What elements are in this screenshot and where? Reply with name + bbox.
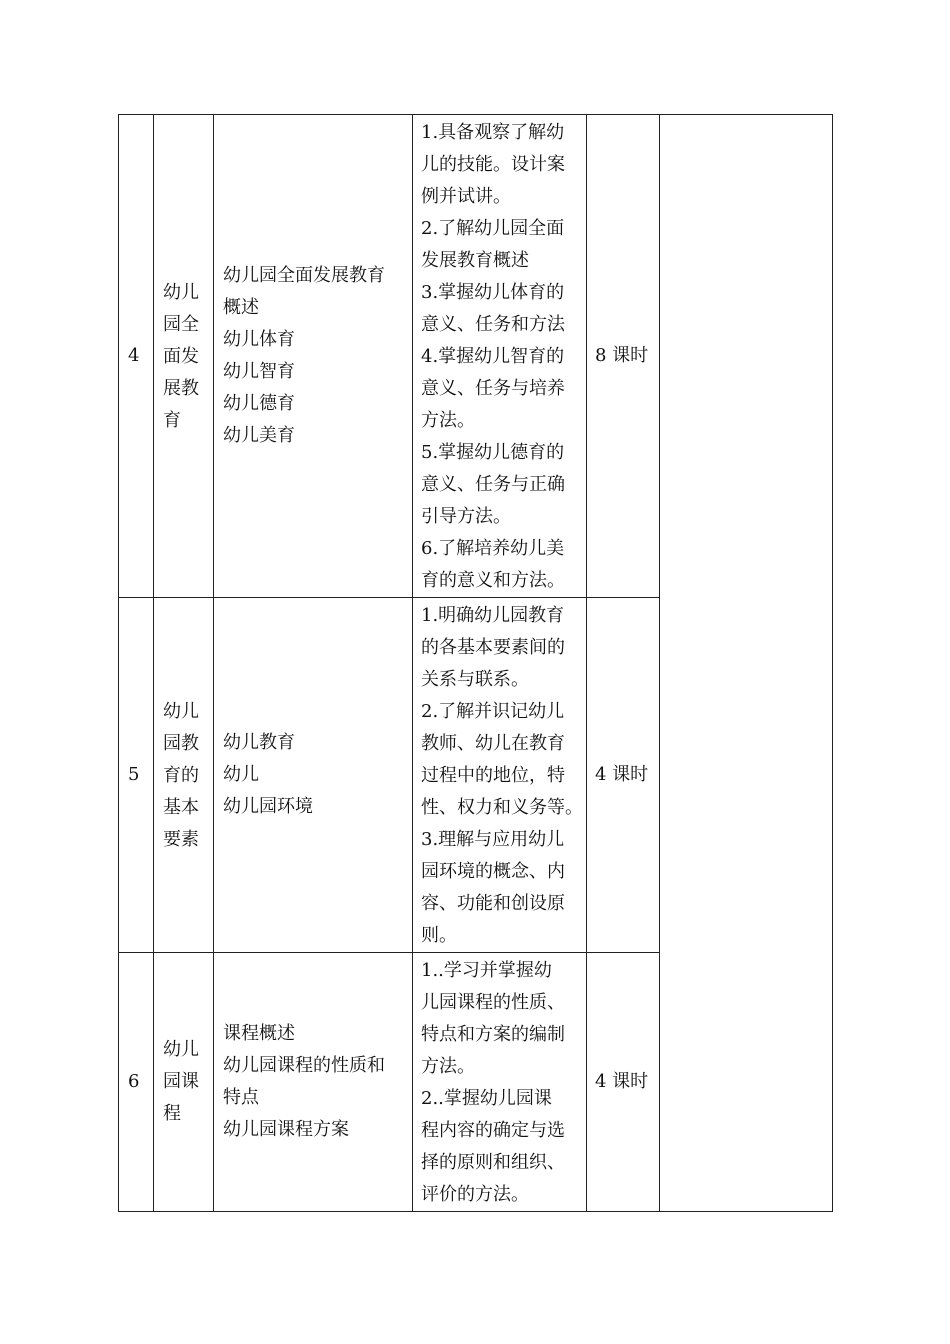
row-number: 4 bbox=[119, 115, 154, 598]
content-line: 幼儿 bbox=[223, 764, 259, 785]
teaching-goals bbox=[413, 115, 587, 598]
chapter-title bbox=[154, 598, 214, 953]
class-hours: 4 课时 bbox=[587, 953, 660, 1212]
content-line: 特点 bbox=[223, 1087, 259, 1108]
goal-line: 评价的方法。 bbox=[421, 1184, 529, 1205]
title-line: 育 bbox=[163, 410, 181, 431]
goal-line: 引导方法。 bbox=[421, 506, 511, 527]
goal-line: 过程中的地位，特 bbox=[421, 765, 565, 786]
title-line: 程 bbox=[163, 1103, 181, 1124]
goal-line: 3.理解与应用幼儿 bbox=[421, 829, 565, 850]
class-hours: 8 课时 bbox=[587, 115, 660, 598]
title-line: 幼儿 bbox=[163, 282, 199, 303]
title-line: 园全 bbox=[163, 314, 199, 335]
teaching-content bbox=[214, 598, 413, 953]
goal-line: 1..学习并掌握幼 bbox=[421, 960, 552, 981]
syllabus-table bbox=[118, 114, 833, 1212]
goal-line: 关系与联系。 bbox=[421, 669, 529, 690]
goal-line: 意义、任务和方法 bbox=[421, 314, 565, 335]
goal-line: 1.明确幼儿园教育 bbox=[421, 605, 565, 626]
teaching-content bbox=[214, 953, 413, 1212]
content-line: 幼儿园全面发展教育 bbox=[223, 265, 385, 286]
goal-line: 择的原则和组织、 bbox=[421, 1152, 565, 1173]
remarks-cell bbox=[660, 115, 833, 1212]
content-line: 幼儿教育 bbox=[223, 732, 295, 753]
goal-line: 6.了解培养幼儿美 bbox=[421, 538, 565, 559]
goal-line: 育的意义和方法。 bbox=[421, 570, 565, 591]
goal-line: 性、权力和义务等。 bbox=[421, 797, 583, 818]
goal-line: 2.了解幼儿园全面 bbox=[421, 218, 565, 239]
goal-line: 容、功能和创设原 bbox=[421, 893, 565, 914]
goal-line: 方法。 bbox=[421, 1056, 475, 1077]
title-line: 园课 bbox=[163, 1071, 199, 1092]
row-number: 5 bbox=[119, 598, 154, 953]
goal-line: 3.掌握幼儿体育的 bbox=[421, 282, 565, 303]
goal-line: 4.掌握幼儿智育的 bbox=[421, 346, 565, 367]
content-line: 幼儿智育 bbox=[223, 361, 295, 382]
content-line: 幼儿德育 bbox=[223, 393, 295, 414]
content-line: 幼儿园课程方案 bbox=[223, 1119, 349, 1140]
content-line: 幼儿园环境 bbox=[223, 796, 313, 817]
goal-line: 特点和方案的编制 bbox=[421, 1024, 565, 1045]
title-line: 面发 bbox=[163, 346, 199, 367]
goal-line: 园环境的概念、内 bbox=[421, 861, 565, 882]
title-line: 幼儿 bbox=[163, 1039, 199, 1060]
goal-line: 意义、任务与培养 bbox=[421, 378, 565, 399]
goal-line: 程内容的确定与选 bbox=[421, 1120, 565, 1141]
title-line: 育的 bbox=[163, 765, 199, 786]
goal-line: 1.具备观察了解幼 bbox=[421, 122, 565, 143]
title-line: 展教 bbox=[163, 378, 199, 399]
goal-line: 例并试讲。 bbox=[421, 186, 511, 207]
goal-line: 2.了解并识记幼儿 bbox=[421, 701, 565, 722]
title-line: 幼儿 bbox=[163, 701, 199, 722]
teaching-content bbox=[214, 115, 413, 598]
goal-line: 的各基本要素间的 bbox=[421, 637, 565, 658]
table-row bbox=[119, 115, 833, 598]
content-line: 幼儿美育 bbox=[223, 425, 295, 446]
goal-line: 儿的技能。设计案 bbox=[421, 154, 565, 175]
content-line: 概述 bbox=[223, 297, 259, 318]
row-number: 6 bbox=[119, 953, 154, 1212]
goal-line: 儿园课程的性质、 bbox=[421, 992, 565, 1013]
chapter-title bbox=[154, 115, 214, 598]
content-line: 课程概述 bbox=[223, 1023, 295, 1044]
teaching-goals bbox=[413, 598, 587, 953]
content-line: 幼儿体育 bbox=[223, 329, 295, 350]
goal-line: 2..掌握幼儿园课 bbox=[421, 1088, 552, 1109]
goal-line: 5.掌握幼儿德育的 bbox=[421, 442, 565, 463]
goal-line: 则。 bbox=[421, 925, 457, 946]
class-hours: 4 课时 bbox=[587, 598, 660, 953]
goal-line: 教师、幼儿在教育 bbox=[421, 733, 565, 754]
content-line: 幼儿园课程的性质和 bbox=[223, 1055, 385, 1076]
title-line: 基本 bbox=[163, 797, 199, 818]
goal-line: 方法。 bbox=[421, 410, 475, 431]
title-line: 园教 bbox=[163, 733, 199, 754]
title-line: 要素 bbox=[163, 829, 199, 850]
teaching-goals bbox=[413, 953, 587, 1212]
goal-line: 意义、任务与正确 bbox=[421, 474, 565, 495]
goal-line: 发展教育概述 bbox=[421, 250, 529, 271]
chapter-title bbox=[154, 953, 214, 1212]
